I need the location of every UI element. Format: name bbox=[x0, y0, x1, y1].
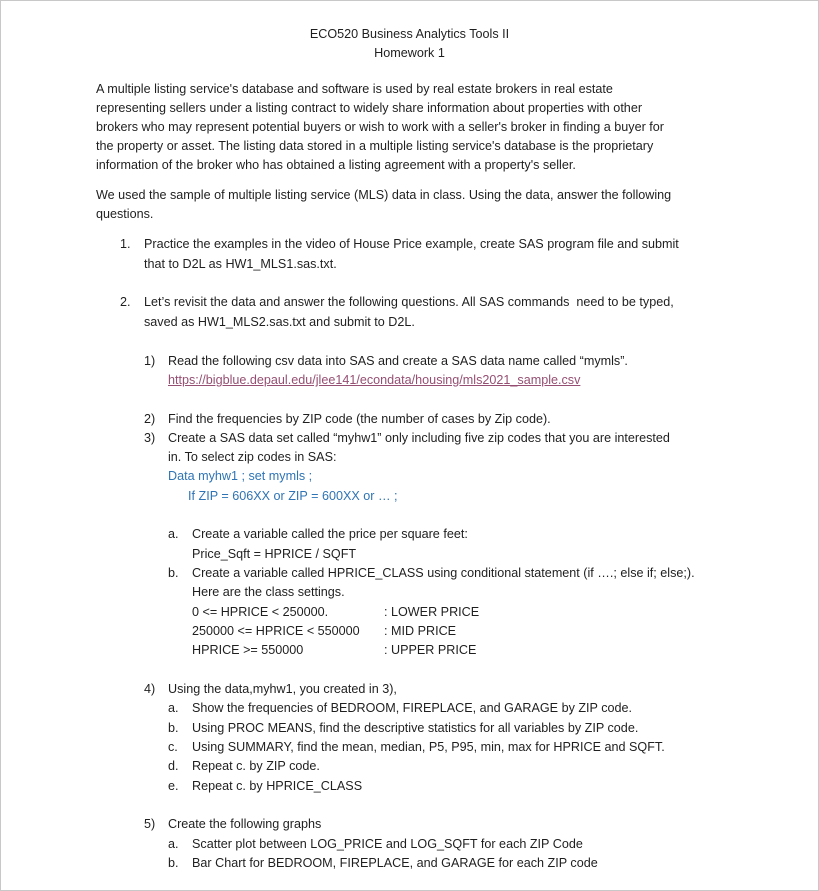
class-condition: 250000 <= HPRICE < 550000 bbox=[192, 624, 360, 638]
step5-item: Scatter plot between LOG_PRICE and LOG_SQFT for each ZIP Code bbox=[192, 837, 583, 851]
class-label: : LOWER PRICE bbox=[384, 605, 480, 619]
class-condition: 0 <= HPRICE < 250000. bbox=[192, 605, 329, 619]
step4-item: Using SUMMARY, find the mean, median, P5, P95, min, max for HPRICE and SQFT. bbox=[192, 740, 665, 754]
intro-line: representing sellers under a listing contract to widely share information about properties with other bbox=[96, 101, 643, 115]
intro-line: A multiple listing service's database and software is used by real estate brokers in real estate bbox=[96, 82, 613, 96]
step4-letter: b. bbox=[168, 721, 179, 735]
step5-letter: a. bbox=[168, 837, 179, 851]
course-title: ECO520 Business Analytics Tools II bbox=[309, 27, 510, 41]
step4-item: Repeat c. by ZIP code. bbox=[192, 759, 320, 773]
step4-letter: a. bbox=[168, 701, 179, 715]
step1-text: Read the following csv data into SAS and create a SAS data name called “mymls”. bbox=[168, 354, 628, 368]
step4-text: Using the data,myhw1, you created in 3), bbox=[168, 682, 397, 696]
step4-number: 4) bbox=[144, 682, 156, 696]
step1-number: 1) bbox=[144, 354, 156, 368]
intro-line: information of the broker who has obtained a listing agreement with a property's seller. bbox=[96, 158, 576, 172]
q1-line: that to D2L as HW1_MLS1.sas.txt. bbox=[144, 257, 337, 271]
class-label: : MID PRICE bbox=[384, 624, 457, 638]
step4-letter: d. bbox=[168, 759, 179, 773]
instruction-line: questions. bbox=[96, 207, 154, 221]
q1-number: 1. bbox=[120, 237, 131, 251]
data-url-link[interactable] bbox=[168, 372, 580, 388]
step3a-letter: a. bbox=[168, 527, 179, 541]
q2-line: Let’s revisit the data and answer the following questions. All SAS commands need to be typed, bbox=[144, 295, 674, 309]
step2-text: Find the frequencies by ZIP code (the number of cases by Zip code). bbox=[168, 412, 551, 426]
step3a-formula: Price_Sqft = HPRICE / SQFT bbox=[192, 547, 357, 561]
step4-item: Using PROC MEANS, find the descriptive statistics for all variables by ZIP code. bbox=[192, 721, 639, 735]
instruction-line: We used the sample of multiple listing service (MLS) data in class. Using the data, answer the following bbox=[96, 188, 672, 202]
step4-letter: e. bbox=[168, 779, 179, 793]
assignment-title: Homework 1 bbox=[374, 46, 445, 60]
step3-number: 3) bbox=[144, 431, 156, 445]
step3b-line: Create a variable called HPRICE_CLASS using conditional statement (if ….; else if; else;). bbox=[192, 566, 695, 580]
step5-letter: b. bbox=[168, 856, 179, 870]
class-condition: HPRICE >= 550000 bbox=[192, 643, 304, 657]
step5-item: Bar Chart for BEDROOM, FIREPLACE, and GARAGE for each ZIP code bbox=[192, 856, 598, 870]
step4-letter: c. bbox=[168, 740, 178, 754]
step3b-letter: b. bbox=[168, 566, 179, 580]
sas-code-line: If ZIP = 606XX or ZIP = 600XX or … ; bbox=[188, 489, 398, 503]
q2-number: 2. bbox=[120, 295, 131, 309]
intro-line: the property or asset. The listing data stored in a multiple listing service's database is the proprietary bbox=[96, 139, 654, 153]
step3-line: in. To select zip codes in SAS: bbox=[168, 450, 337, 464]
step4-item: Show the frequencies of BEDROOM, FIREPLACE, and GARAGE by ZIP code. bbox=[192, 701, 633, 715]
step3a-line: Create a variable called the price per square feet: bbox=[192, 527, 468, 541]
step5-number: 5) bbox=[144, 817, 156, 831]
step5-text: Create the following graphs bbox=[168, 817, 322, 831]
intro-line: brokers who may represent potential buyers or wish to work with a seller's broker in finding a buyer for bbox=[96, 120, 664, 134]
sas-code-line: Data myhw1 ; set mymls ; bbox=[168, 469, 313, 483]
step4-item: Repeat c. by HPRICE_CLASS bbox=[192, 779, 363, 793]
step3b-line: Here are the class settings. bbox=[192, 585, 345, 599]
class-label: : UPPER PRICE bbox=[384, 643, 477, 657]
q1-line: Practice the examples in the video of House Price example, create SAS program file and submit bbox=[144, 237, 679, 251]
q2-line: saved as HW1_MLS2.sas.txt and submit to D2L. bbox=[144, 315, 415, 329]
step2-number: 2) bbox=[144, 412, 156, 426]
step3-line: Create a SAS data set called “myhw1” only including five zip codes that you are interested bbox=[168, 431, 670, 445]
data-url[interactable]: https://bigblue.depaul.edu/jlee141/econdata/housing/mls2021_sample.csv bbox=[168, 373, 581, 387]
